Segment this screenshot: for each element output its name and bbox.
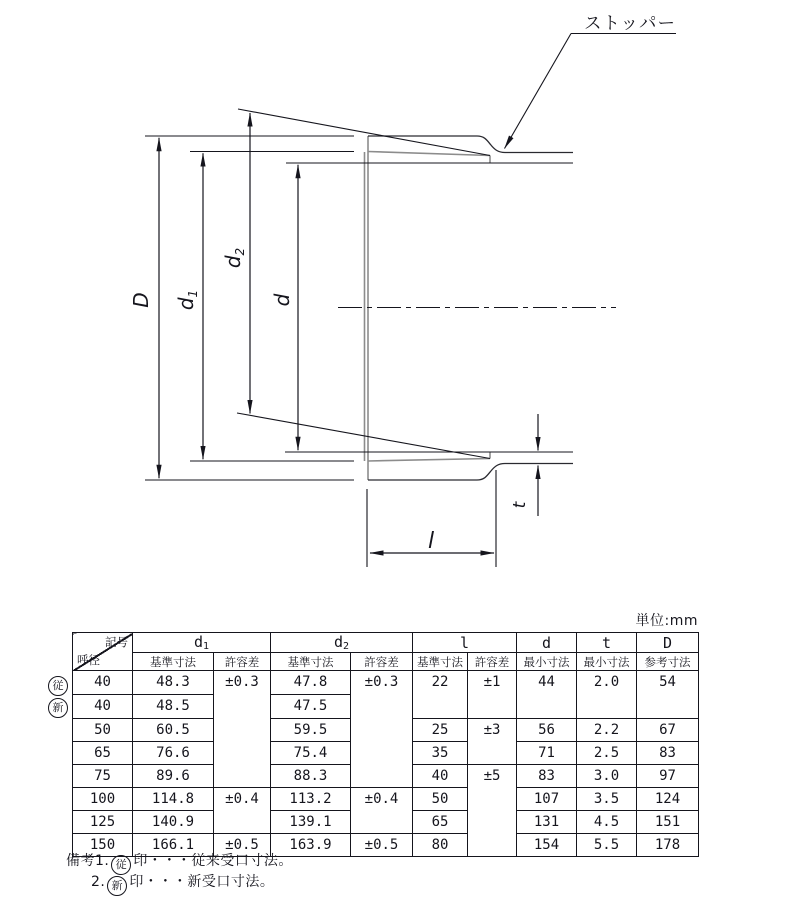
table-cell: 88.3 bbox=[271, 765, 351, 788]
subheader-cell: 最小寸法 bbox=[577, 653, 637, 671]
table-cell: ±0.5 bbox=[214, 834, 271, 857]
table-cell: 100 bbox=[73, 788, 133, 811]
table-row bbox=[73, 788, 699, 811]
table-cell: 60.5 bbox=[133, 719, 214, 742]
table-cell: 75.4 bbox=[271, 742, 351, 765]
table-cell: 124 bbox=[637, 788, 699, 811]
dim-label-l: l bbox=[427, 529, 435, 554]
table-cell: 107 bbox=[517, 788, 577, 811]
table-cell: 59.5 bbox=[271, 719, 351, 742]
column-group-header: d bbox=[517, 633, 577, 653]
row-marker-shin: 新 bbox=[48, 698, 68, 718]
corner-cell bbox=[73, 633, 133, 671]
subheader-cell: 許容差 bbox=[351, 653, 413, 671]
table-cell: ±0.4 bbox=[351, 788, 413, 834]
table-cell: 140.9 bbox=[133, 811, 214, 834]
table-cell: 166.1 bbox=[133, 834, 214, 857]
dim-label-d2: $d_2$ bbox=[221, 247, 247, 269]
subheader-cell: 基準寸法 bbox=[413, 653, 468, 671]
table-cell: 2.5 bbox=[577, 742, 637, 765]
table-cell: ±0.5 bbox=[351, 834, 413, 857]
table-cell: 125 bbox=[73, 811, 133, 834]
corner-diameter: 呼径 bbox=[77, 653, 100, 667]
table-cell: ±3 bbox=[468, 719, 517, 765]
table-cell: 40 bbox=[73, 671, 133, 695]
table-cell: 3.0 bbox=[577, 765, 637, 788]
table-cell: 67 bbox=[637, 719, 699, 742]
column-group-header: D bbox=[637, 633, 699, 653]
table-cell: 25 bbox=[413, 719, 468, 742]
subheader-cell: 最小寸法 bbox=[517, 653, 577, 671]
table-cell: 54 bbox=[637, 671, 699, 719]
circled-ju: 従 bbox=[111, 855, 131, 875]
note-1-prefix: 備考1. bbox=[66, 853, 110, 869]
table-cell: 154 bbox=[517, 834, 577, 857]
table-cell: 150 bbox=[73, 834, 133, 857]
table-cell: 65 bbox=[73, 742, 133, 765]
table-cell: 75 bbox=[73, 765, 133, 788]
dim-label-d1: $d_1$ bbox=[174, 289, 200, 311]
table-cell: 40 bbox=[413, 765, 468, 788]
table-cell: 131 bbox=[517, 811, 577, 834]
table-cell: 2.0 bbox=[577, 671, 637, 719]
table-cell: 22 bbox=[413, 671, 468, 719]
note-1-text: 印・・・従来受口寸法。 bbox=[133, 853, 293, 869]
table-cell: 113.2 bbox=[271, 788, 351, 811]
note-2-text: 印・・・新受口寸法。 bbox=[129, 874, 275, 890]
table-cell: ±0.3 bbox=[214, 671, 271, 788]
table-cell: 2.2 bbox=[577, 719, 637, 742]
column-group-header: d2 bbox=[271, 633, 413, 653]
table-cell: ±5 bbox=[468, 765, 517, 857]
table-cell: 4.5 bbox=[577, 811, 637, 834]
table-cell: 56 bbox=[517, 719, 577, 742]
column-group-header: t bbox=[577, 633, 637, 653]
table-cell: ±0.3 bbox=[351, 671, 413, 788]
table-cell: 48.3 bbox=[133, 671, 214, 695]
table-cell: 35 bbox=[413, 742, 468, 765]
table-cell: 139.1 bbox=[271, 811, 351, 834]
stopper-label: ストッパー bbox=[584, 14, 676, 34]
extension-lines bbox=[145, 109, 573, 567]
table-cell: 50 bbox=[413, 788, 468, 811]
column-group-header: d1 bbox=[133, 633, 271, 653]
note-2-prefix: 2. bbox=[91, 874, 106, 890]
table-cell: 65 bbox=[413, 811, 468, 834]
table-cell: 97 bbox=[637, 765, 699, 788]
dim-label-t: t bbox=[510, 501, 530, 509]
dim-label-d: d bbox=[270, 293, 294, 307]
table-cell: 76.6 bbox=[133, 742, 214, 765]
corner-symbol: 記号 bbox=[105, 635, 128, 649]
table-cell: 114.8 bbox=[133, 788, 214, 811]
table-cell: 71 bbox=[517, 742, 577, 765]
table-cell: 40 bbox=[73, 695, 133, 719]
subheader-cell: 許容差 bbox=[468, 653, 517, 671]
dimension-table bbox=[72, 632, 699, 857]
table-cell: 178 bbox=[637, 834, 699, 857]
subheader-cell: 基準寸法 bbox=[133, 653, 214, 671]
dim-label-D: D bbox=[129, 292, 153, 308]
table-cell: 80 bbox=[413, 834, 468, 857]
table-cell: 48.5 bbox=[133, 695, 214, 719]
dimension-lines bbox=[159, 113, 538, 553]
table-cell: 50 bbox=[73, 719, 133, 742]
circled-shin: 新 bbox=[107, 876, 127, 896]
column-group-header: l bbox=[413, 633, 517, 653]
note-2 bbox=[91, 871, 274, 896]
table-cell: 44 bbox=[517, 671, 577, 719]
table-row bbox=[73, 671, 699, 695]
table-cell: 83 bbox=[517, 765, 577, 788]
table-cell: 83 bbox=[637, 742, 699, 765]
subheader-cell: 基準寸法 bbox=[271, 653, 351, 671]
table-cell: 5.5 bbox=[577, 834, 637, 857]
table-cell: ±1 bbox=[468, 671, 517, 719]
unit-label: 単位:mm bbox=[635, 613, 698, 629]
subheader-cell: 許容差 bbox=[214, 653, 271, 671]
table-cell: 3.5 bbox=[577, 788, 637, 811]
table-cell: 47.8 bbox=[271, 671, 351, 695]
subheader-cell: 参考寸法 bbox=[637, 653, 699, 671]
table-cell: 163.9 bbox=[271, 834, 351, 857]
stopper-leader bbox=[505, 34, 677, 149]
table-cell: 47.5 bbox=[271, 695, 351, 719]
table-cell: ±0.4 bbox=[214, 788, 271, 834]
row-marker-ju: 従 bbox=[48, 676, 68, 696]
table-cell: 89.6 bbox=[133, 765, 214, 788]
table-cell: 151 bbox=[637, 811, 699, 834]
